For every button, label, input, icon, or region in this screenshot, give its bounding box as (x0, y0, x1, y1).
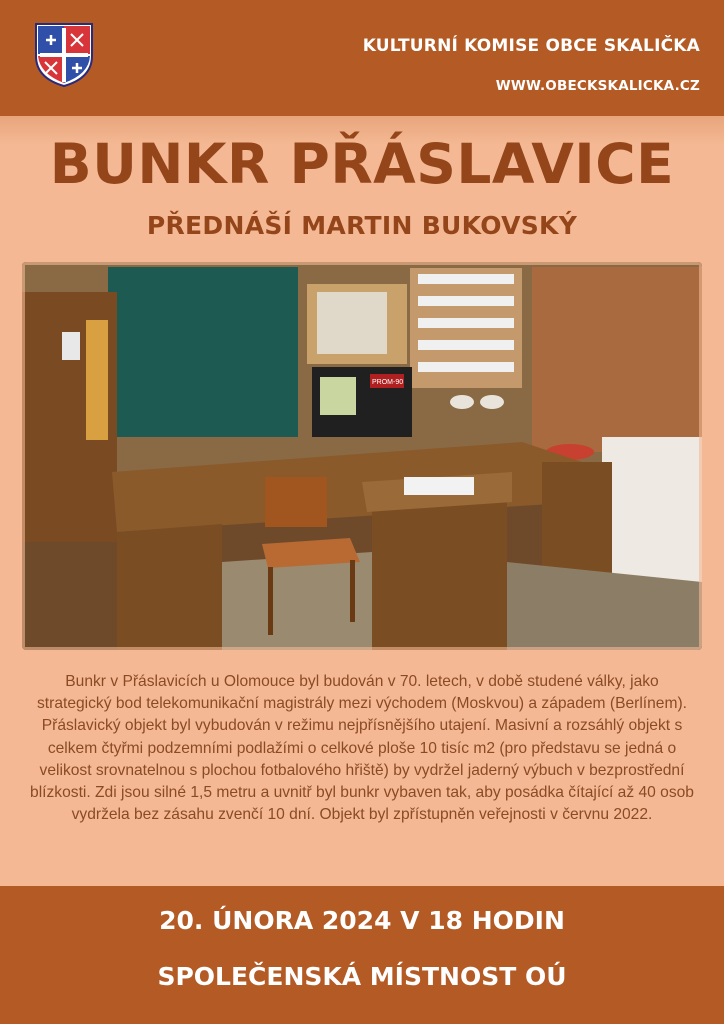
poster-title: BUNKR PŘÁSLAVICE (49, 132, 675, 196)
description-text: Bunkr v Přáslavicích u Olomouce byl budován v 70. letech, v době studené války, jako strategický bod telekomunikační magistrály mezi východem (Moskvou) a západem (Berlínem). Přáslavický objekt byl vybudován v režimu nejpřísnějšího utajení. Masivní a rozsáhlý objekt s celkem čtyřmi podzemními podlažími o celkové ploše 10 tisíc m2 (pro představu se jedná o velikost srovnatelnou s plochou fotbalového hřiště) by vydržel jaderný výbuch v bezprostřední blízkosti. Zdi jsou silné 1,5 metru a uvnitř byl bunkr vybaven tak, aby posádka čítající až 40 osob vydržela bez zásahu zvenčí 10 dní. Objekt byl zpřístupněn veřejnosti v červnu 2022. (30, 673, 694, 824)
bunker-photo (22, 262, 702, 650)
event-date-time: 20. ÚNORA 2024 V 18 HODIN (159, 906, 565, 935)
header-band (0, 0, 724, 116)
municipal-coat-of-arms-icon (34, 22, 94, 88)
bunker-room-illustration (22, 262, 702, 650)
organization-name: KULTURNÍ KOMISE OBCE SKALIČKA (362, 36, 700, 56)
equipment-label: PROM-90 (372, 379, 404, 386)
poster-subtitle: PŘEDNÁŠÍ MARTIN BUKOVSKÝ (146, 211, 578, 240)
organization-website: WWW.OBECKSKALICKA.CZ (495, 78, 700, 94)
event-venue: SPOLEČENSKÁ MÍSTNOST OÚ (157, 962, 567, 991)
